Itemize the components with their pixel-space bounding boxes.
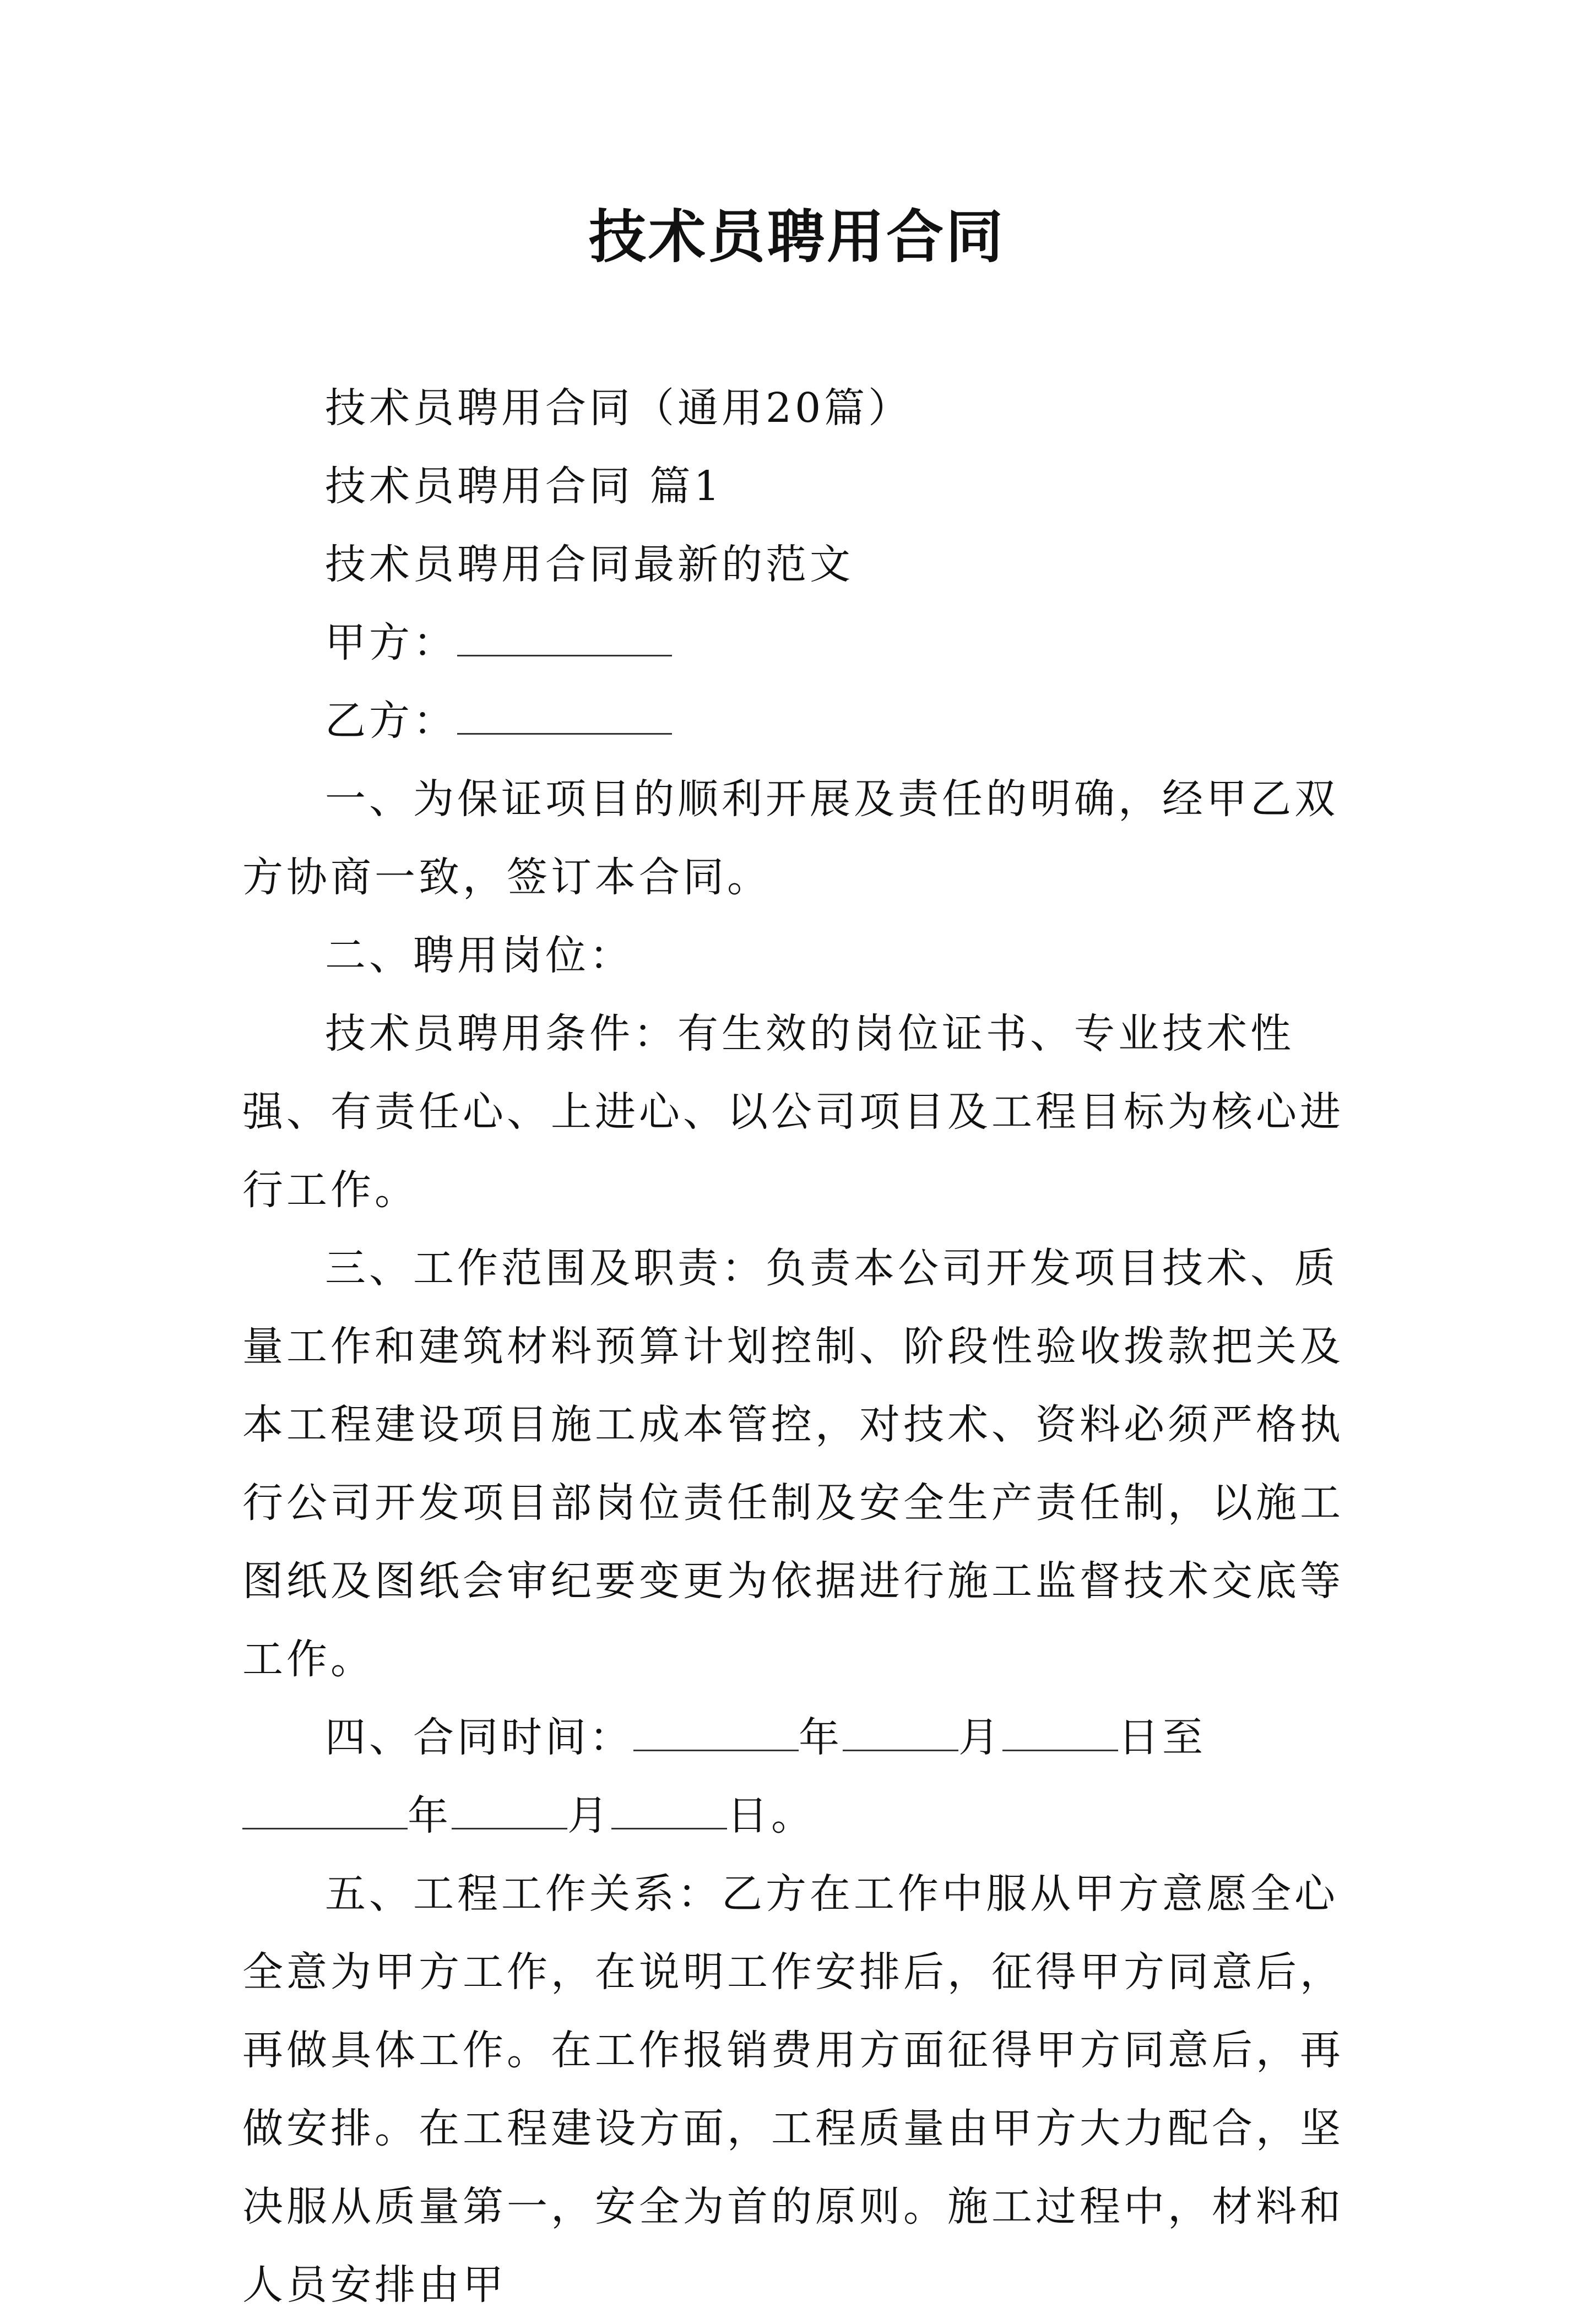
end-month-blank[interactable] — [452, 1793, 567, 1829]
clause-3: 三、工作范围及职责：负责本公司开发项目技术、质量工作和建筑材料预算计划控制、阶段性验收拨款把关及本工程建设项目施工成本管控，对技术、资料必须严格执行公司开发项目部岗位责任制及安全生产责任制，以施工图纸及图纸会审纪要变更为依据进行施工监督技术交底等工作。 — [242, 1245, 1344, 1683]
start-year-blank[interactable] — [633, 1714, 799, 1751]
party-b-blank[interactable] — [457, 698, 672, 735]
clause-4 — [242, 1698, 1366, 1855]
start-month-blank[interactable] — [843, 1714, 958, 1751]
party-b-line — [242, 682, 1366, 760]
end-month-label: 月 — [567, 1792, 611, 1839]
clause-4-lead: 四、合同时间： — [325, 1714, 633, 1761]
end-day-blank[interactable] — [611, 1793, 727, 1829]
party-a-blank[interactable] — [457, 620, 672, 656]
paragraph-section-heading: 技术员聘用合同 篇1 — [325, 463, 723, 510]
paragraph-sample-heading: 技术员聘用合同最新的范文 — [325, 541, 854, 588]
end-year-label: 年 — [408, 1792, 452, 1839]
start-day-blank[interactable] — [1002, 1714, 1118, 1751]
clause-2: 二、聘用岗位： — [325, 932, 633, 979]
clause-1: 一、为保证项目的顺利开展及责任的明确，经甲乙双方协商一致，签订本合同。 — [242, 775, 1338, 901]
paragraph-subtitle: 技术员聘用合同（通用20篇） — [325, 384, 913, 432]
document-title: 技术员聘用合同 — [588, 203, 1005, 270]
clause-5: 五、工程工作关系：乙方在工作中服从甲方意愿全心全意为甲方工作，在说明工作安排后，征得甲方同意后，再做具体工作。在工作报销费用方面征得甲方同意后，再做安排。在工程建设方面，工程质量由甲方大力配合，坚决服从质量第一，安全为首的原则。施工过程中，材料和人员安排由甲 — [242, 1870, 1344, 2309]
document-body — [242, 369, 1366, 2324]
end-day-label: 日。 — [727, 1792, 815, 1839]
start-year-label: 年 — [799, 1714, 843, 1761]
party-a-label: 甲方： — [325, 619, 457, 666]
start-day-label: 日至 — [1118, 1714, 1206, 1761]
end-year-blank[interactable] — [242, 1793, 408, 1829]
party-a-line — [242, 604, 1366, 682]
start-month-label: 月 — [958, 1714, 1002, 1761]
party-b-label: 乙方： — [325, 697, 457, 745]
hiring-conditions: 技术员聘用条件：有生效的岗位证书、专业技术性强、有责任心、上进心、以公司项目及工程目标为核心进行工作。 — [242, 1010, 1344, 1214]
